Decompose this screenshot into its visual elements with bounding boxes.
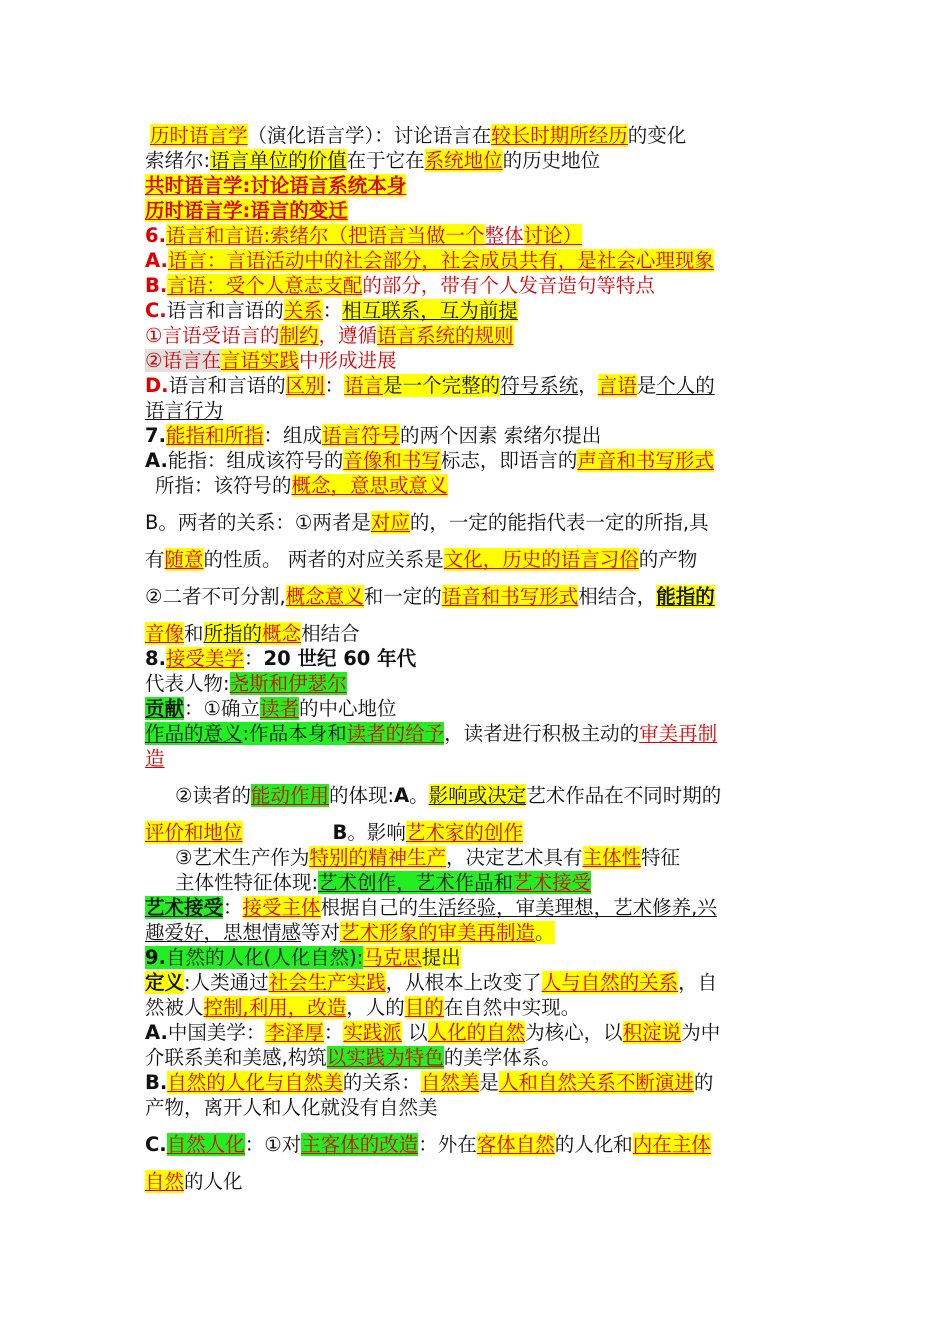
line-7b-arbitrary: 有随意的性质。 两者的对应关系是文化，历史的语言习俗的产物 [145, 548, 698, 571]
line-synchronic: 共时语言学:讨论语言系统本身 [145, 174, 407, 197]
line-8-meaning-cont: 造 [145, 747, 165, 770]
line-9-definition: 定义:人类通过社会生产实践，从根本上改变了人与自然的关系，自 [145, 971, 718, 994]
line-9b-natural-beauty: B.自然的人化与自然美的关系：自然美是人和自然关系不断演进的 [145, 1071, 714, 1094]
line-diachronic-linguistics: 历时语言学（演化语言学）：讨论语言在较长时期所经历的变化 [150, 124, 687, 147]
line-8-contribution: 贡献：①确立读者的中心地位 [145, 697, 397, 720]
line-diachronic-change: 历时语言学:语言的变迁 [145, 199, 348, 222]
line-6c-1: ①言语受语言的制约，遵循语言系统的规则 [145, 324, 514, 347]
line-8-reader-role: ②读者的能动作用的体现:A。影响或决定艺术作品在不同时期的 [175, 784, 722, 807]
line-8-subjectivity: 主体性特征体现:艺术创作，艺术作品和艺术接受 [175, 871, 592, 894]
line-9b-cont: 产物，离开人和人化就没有自然美 [145, 1096, 438, 1119]
line-8-meaning: 作品的意义:作品本身和读者的给予，读者进行积极主动的审美再制 [145, 722, 718, 745]
heading-section-6: 6.语言和言语:索绪尔（把语言当做一个整体讨论） [145, 224, 583, 247]
heading-section-9: 9.自然的人化(人化自然):马克思提出 [145, 946, 461, 969]
heading-section-8: 8.接受美学：20 世纪 60 年代 [145, 647, 417, 670]
line-6d-difference: D.语言和言语的区别：语言是一个完整的符号系统，言语是个人的 [145, 374, 715, 397]
line-9c-humanization: C.自然人化：①对主客体的改造：外在客体自然的人化和内在主体 [145, 1133, 711, 1156]
line-6d-cont: 语言行为 [145, 399, 224, 422]
line-7a-signified: 所指：该符号的概念，意思或意义 [155, 474, 448, 497]
line-9a-cont: 介联系美和美感,构筑以实践为特色的美学体系。 [145, 1046, 561, 1069]
line-6c-relation: C.语言和言语的关系：相互联系，互为前提 [145, 299, 518, 322]
line-6b-speech: B.言语：受个人意志支配的部分，带有个人发音造句等特点 [145, 274, 655, 297]
line-6c-2: ②语言在言语实践中形成进展 [145, 349, 397, 372]
line-8-evaluation: 评价和地位 B。影响艺术家的创作 [145, 821, 523, 844]
line-8-art-reception-cont: 趣爱好，思想情感等对艺术形象的审美再制造。 [145, 921, 555, 944]
line-7a-signifier: A.能指：组成该符号的音像和书写标志，即语言的声音和书写形式 [145, 449, 714, 472]
line-9-definition-cont: 然被人控制,利用，改造，人的目的在自然中实现。 [145, 996, 581, 1019]
line-7b-2-cont: 音像和所指的概念相结合 [145, 622, 360, 645]
line-8-spiritual-production: ③艺术生产作为特别的精神生产，决定艺术具有主体性特征 [175, 846, 681, 869]
heading-section-7: 7.能指和所指：组成语言符号的两个因素 索绪尔提出 [145, 424, 602, 447]
line-saussure-value: 索绪尔:语言单位的价值在于它在系统地位的历史地位 [145, 149, 601, 172]
line-7b-relation: B。两者的关系：①两者是对应的，一定的能指代表一定的所指,具 [145, 511, 709, 534]
line-8-representatives: 代表人物:尧斯和伊瑟尔 [145, 672, 347, 695]
line-9a-chinese-aesthetics: A.中国美学：李泽厚：实践派 以人化的自然为核心，以积淀说为中 [145, 1021, 721, 1044]
line-9c-cont: 自然的人化 [145, 1170, 243, 1193]
line-8-art-reception: 艺术接受：接受主体根据自己的生活经验，审美理想，艺术修养,兴 [145, 896, 717, 919]
line-7b-2: ②二者不可分割,概念意义和一定的语音和书写形式相结合，能指的 [145, 585, 715, 608]
line-6a-language: A.语言：言语活动中的社会部分，社会成员共有，是社会心理现象 [145, 249, 714, 272]
